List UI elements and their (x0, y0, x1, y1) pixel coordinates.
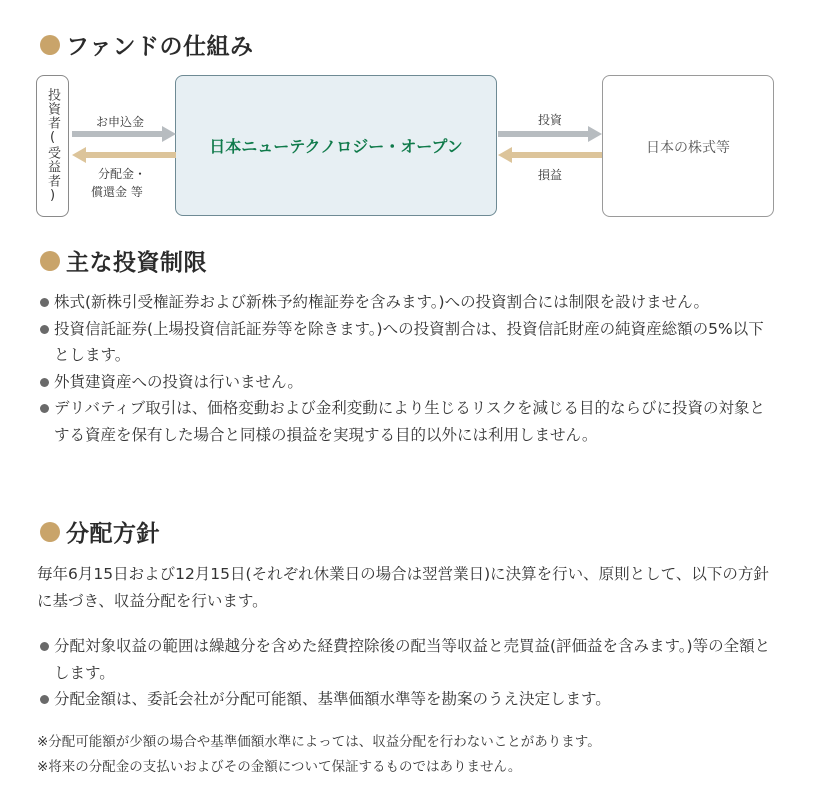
investor-label: 投資者(受益者) (45, 88, 60, 204)
distribution-intro: 毎年6月15日および12月15日(それぞれ休業日の場合は翌営業日)に決算を行い、原則として、以下の方針に基づき、収益分配を行います。 (37, 565, 769, 610)
investment-arrow-icon (498, 126, 602, 142)
payout-label-line1: 分配金・ (98, 167, 147, 181)
section-title: ファンドの仕組み (66, 34, 254, 60)
investment-label: 投資 (538, 113, 563, 127)
investor-box (36, 75, 69, 217)
stocks-box (602, 75, 774, 217)
section-title: 主な投資制限 (66, 250, 207, 276)
fund-box (175, 75, 497, 216)
section-heading-fund-structure (40, 28, 254, 61)
section-title: 分配方針 (66, 521, 160, 547)
restrictions-list (38, 289, 778, 448)
note-line: ※分配可能額が少額の場合や基準価額水準によっては、収益分配を行わないことがあります。 (37, 734, 601, 750)
section-heading-distribution (40, 515, 160, 548)
note-line: ※将来の分配金の支払いおよびその金額について保証するものではありません。 (37, 759, 522, 775)
list-item: 外貨建資産への投資は行いません。 (38, 369, 778, 396)
profit-arrow-icon (498, 147, 602, 163)
payout-arrow-icon (72, 147, 176, 163)
profit-label: 損益 (538, 168, 563, 182)
list-item: 株式(新株引受権証券および新株予約権証券を含みます。)への投資割合には制限を設けません。 (38, 289, 778, 316)
fund-name: 日本ニューテクノロジー・オープン (209, 137, 463, 156)
bullet-dot-icon (40, 522, 60, 542)
distribution-list (38, 633, 778, 713)
distribution-notes (37, 730, 782, 780)
subscription-label: お申込金 (96, 115, 145, 129)
target-assets-label: 日本の株式等 (646, 140, 730, 156)
bullet-dot-icon (40, 35, 60, 55)
payout-label-line2: 償還金 等 (91, 185, 143, 199)
list-item: 分配金額は、委託会社が分配可能額、基準価額水準等を勘案のうえ決定します。 (38, 686, 778, 713)
bullet-dot-icon (40, 251, 60, 271)
list-item: デリバティブ取引は、価格変動および金利変動により生じるリスクを減じる目的ならびに投資の対象とする資産を保有した場合と同様の損益を実現する目的以外には利用しません。 (38, 395, 778, 448)
list-item: 分配対象収益の範囲は繰越分を含めた経費控除後の配当等収益と売買益(評価益を含みます。)等の全額とします。 (38, 633, 778, 686)
list-item: 投資信託証券(上場投資信託証券等を除きます。)への投資割合は、投資信託財産の純資産総額の5%以下とします。 (38, 316, 778, 369)
section-heading-restrictions (40, 244, 207, 277)
